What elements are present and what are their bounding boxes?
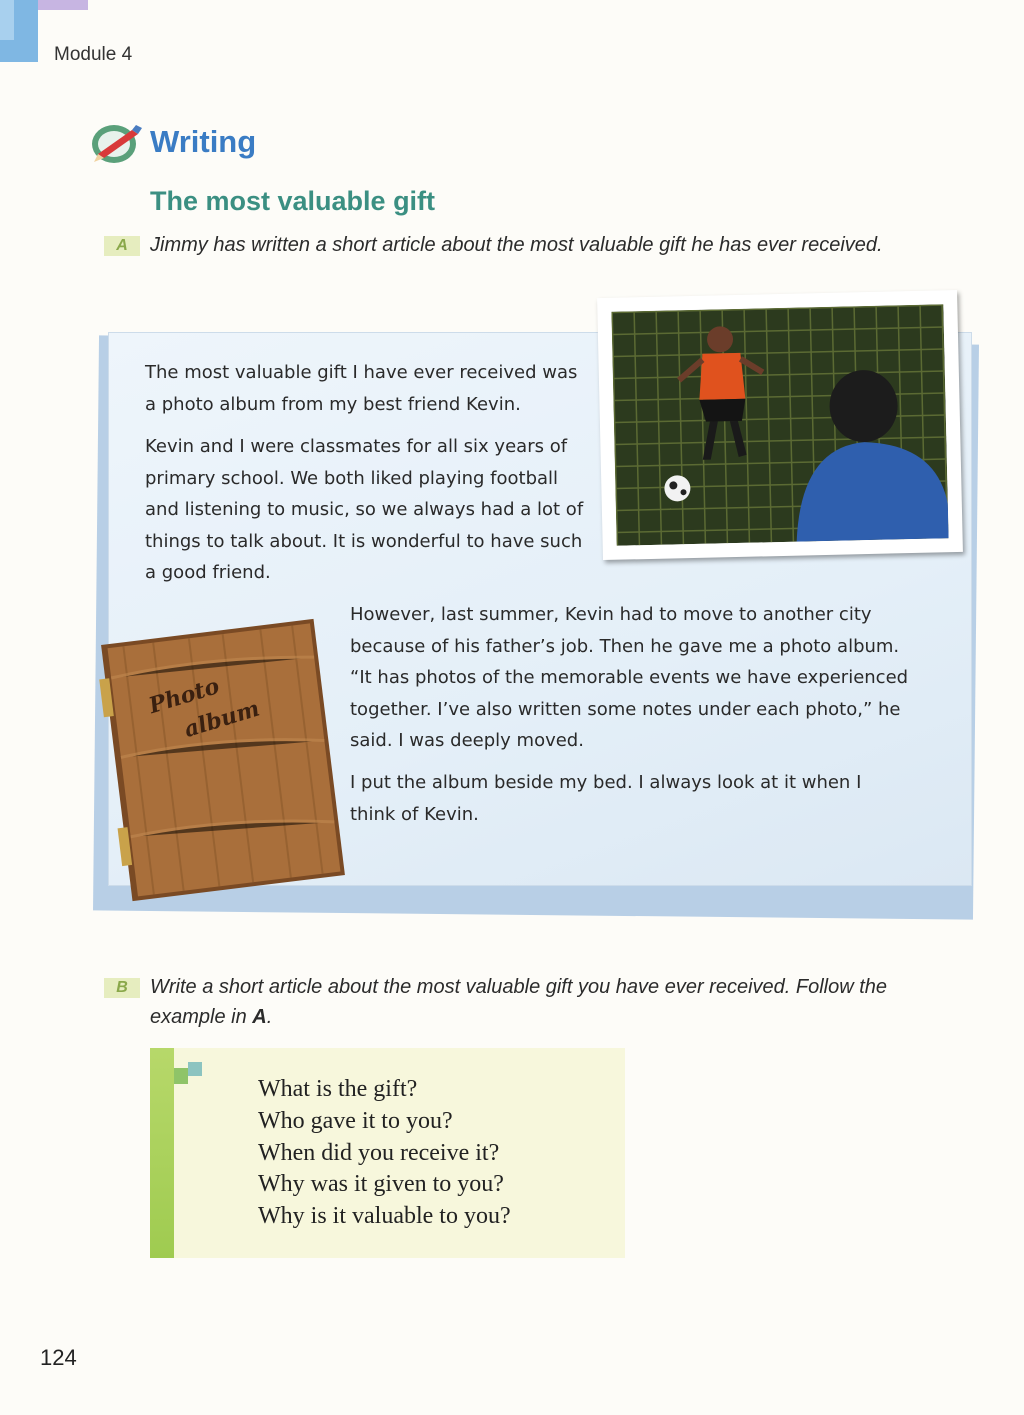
article-line: However, last summer, Kevin had to move to another city <box>350 604 872 625</box>
guiding-questions-box <box>150 1048 625 1258</box>
article-line: said. I was deeply moved. <box>350 730 584 751</box>
question-box-decoration <box>174 1068 188 1084</box>
part-a-label: A <box>104 236 140 256</box>
article-line: because of his father’s job. Then he gave me a photo album. <box>350 635 900 657</box>
album-title-line1: Photo <box>145 673 223 720</box>
article-line: primary school. We both liked playing football <box>145 467 559 489</box>
article-line: think of Kevin. <box>350 803 479 825</box>
article-line: I put the album beside my bed. I always look at it when I <box>350 772 862 793</box>
article-paragraph-2 <box>145 431 583 589</box>
article-line: “It has photos of the memorable events we have experienced <box>350 667 909 688</box>
photo-album-illustration <box>92 612 353 908</box>
question-item: When did you receive it? <box>258 1139 500 1166</box>
article-line: things to talk about. It is wonderful to have such <box>145 530 583 552</box>
pencil-circle-icon <box>88 120 144 166</box>
article-paragraph-4 <box>350 767 861 830</box>
question-item: What is the gift? <box>258 1076 418 1102</box>
article-line: together. I’ve also written some notes under each photo,” he <box>350 698 901 720</box>
article-line: a photo album from my best friend Kevin. <box>145 393 521 415</box>
question-item: Who gave it to you? <box>258 1107 453 1134</box>
article-paragraph-1 <box>145 357 577 420</box>
section-heading: Writing <box>150 124 257 159</box>
part-a-instruction: Jimmy has written a short article about the most valuable gift he has ever received. <box>150 234 883 256</box>
part-b-label: B <box>104 978 140 998</box>
page-number: 124 <box>40 1345 77 1370</box>
album-title-line2: album <box>181 695 263 743</box>
part-b-instruction-line2 <box>150 1006 272 1029</box>
page-title: The most valuable gift <box>150 186 436 216</box>
football-photo-image <box>611 304 948 545</box>
question-list <box>258 1074 511 1233</box>
question-item: Why is it valuable to you? <box>258 1203 511 1230</box>
article-line: The most valuable gift I have ever received was <box>145 362 578 383</box>
module-label: Module 4 <box>54 44 133 65</box>
corner-decoration-light <box>0 0 14 40</box>
football-photo <box>597 290 963 560</box>
article-paragraph-3 <box>350 599 908 757</box>
question-box-decoration <box>188 1062 202 1076</box>
article-line: a good friend. <box>145 562 271 583</box>
corner-decoration-purple <box>38 0 88 10</box>
instruction-text: example in <box>150 1006 253 1028</box>
article-line: Kevin and I were classmates for all six years of <box>145 436 568 457</box>
instruction-ref: A <box>252 1006 267 1028</box>
part-b-instruction-line1: Write a short article about the most valuable gift you have ever received. Follow the <box>150 976 888 998</box>
instruction-text: . <box>266 1006 273 1028</box>
question-item: Why was it given to you? <box>258 1171 504 1198</box>
question-box-stripe <box>150 1048 174 1258</box>
article-line: and listening to music, so we always had a lot of <box>145 499 584 520</box>
